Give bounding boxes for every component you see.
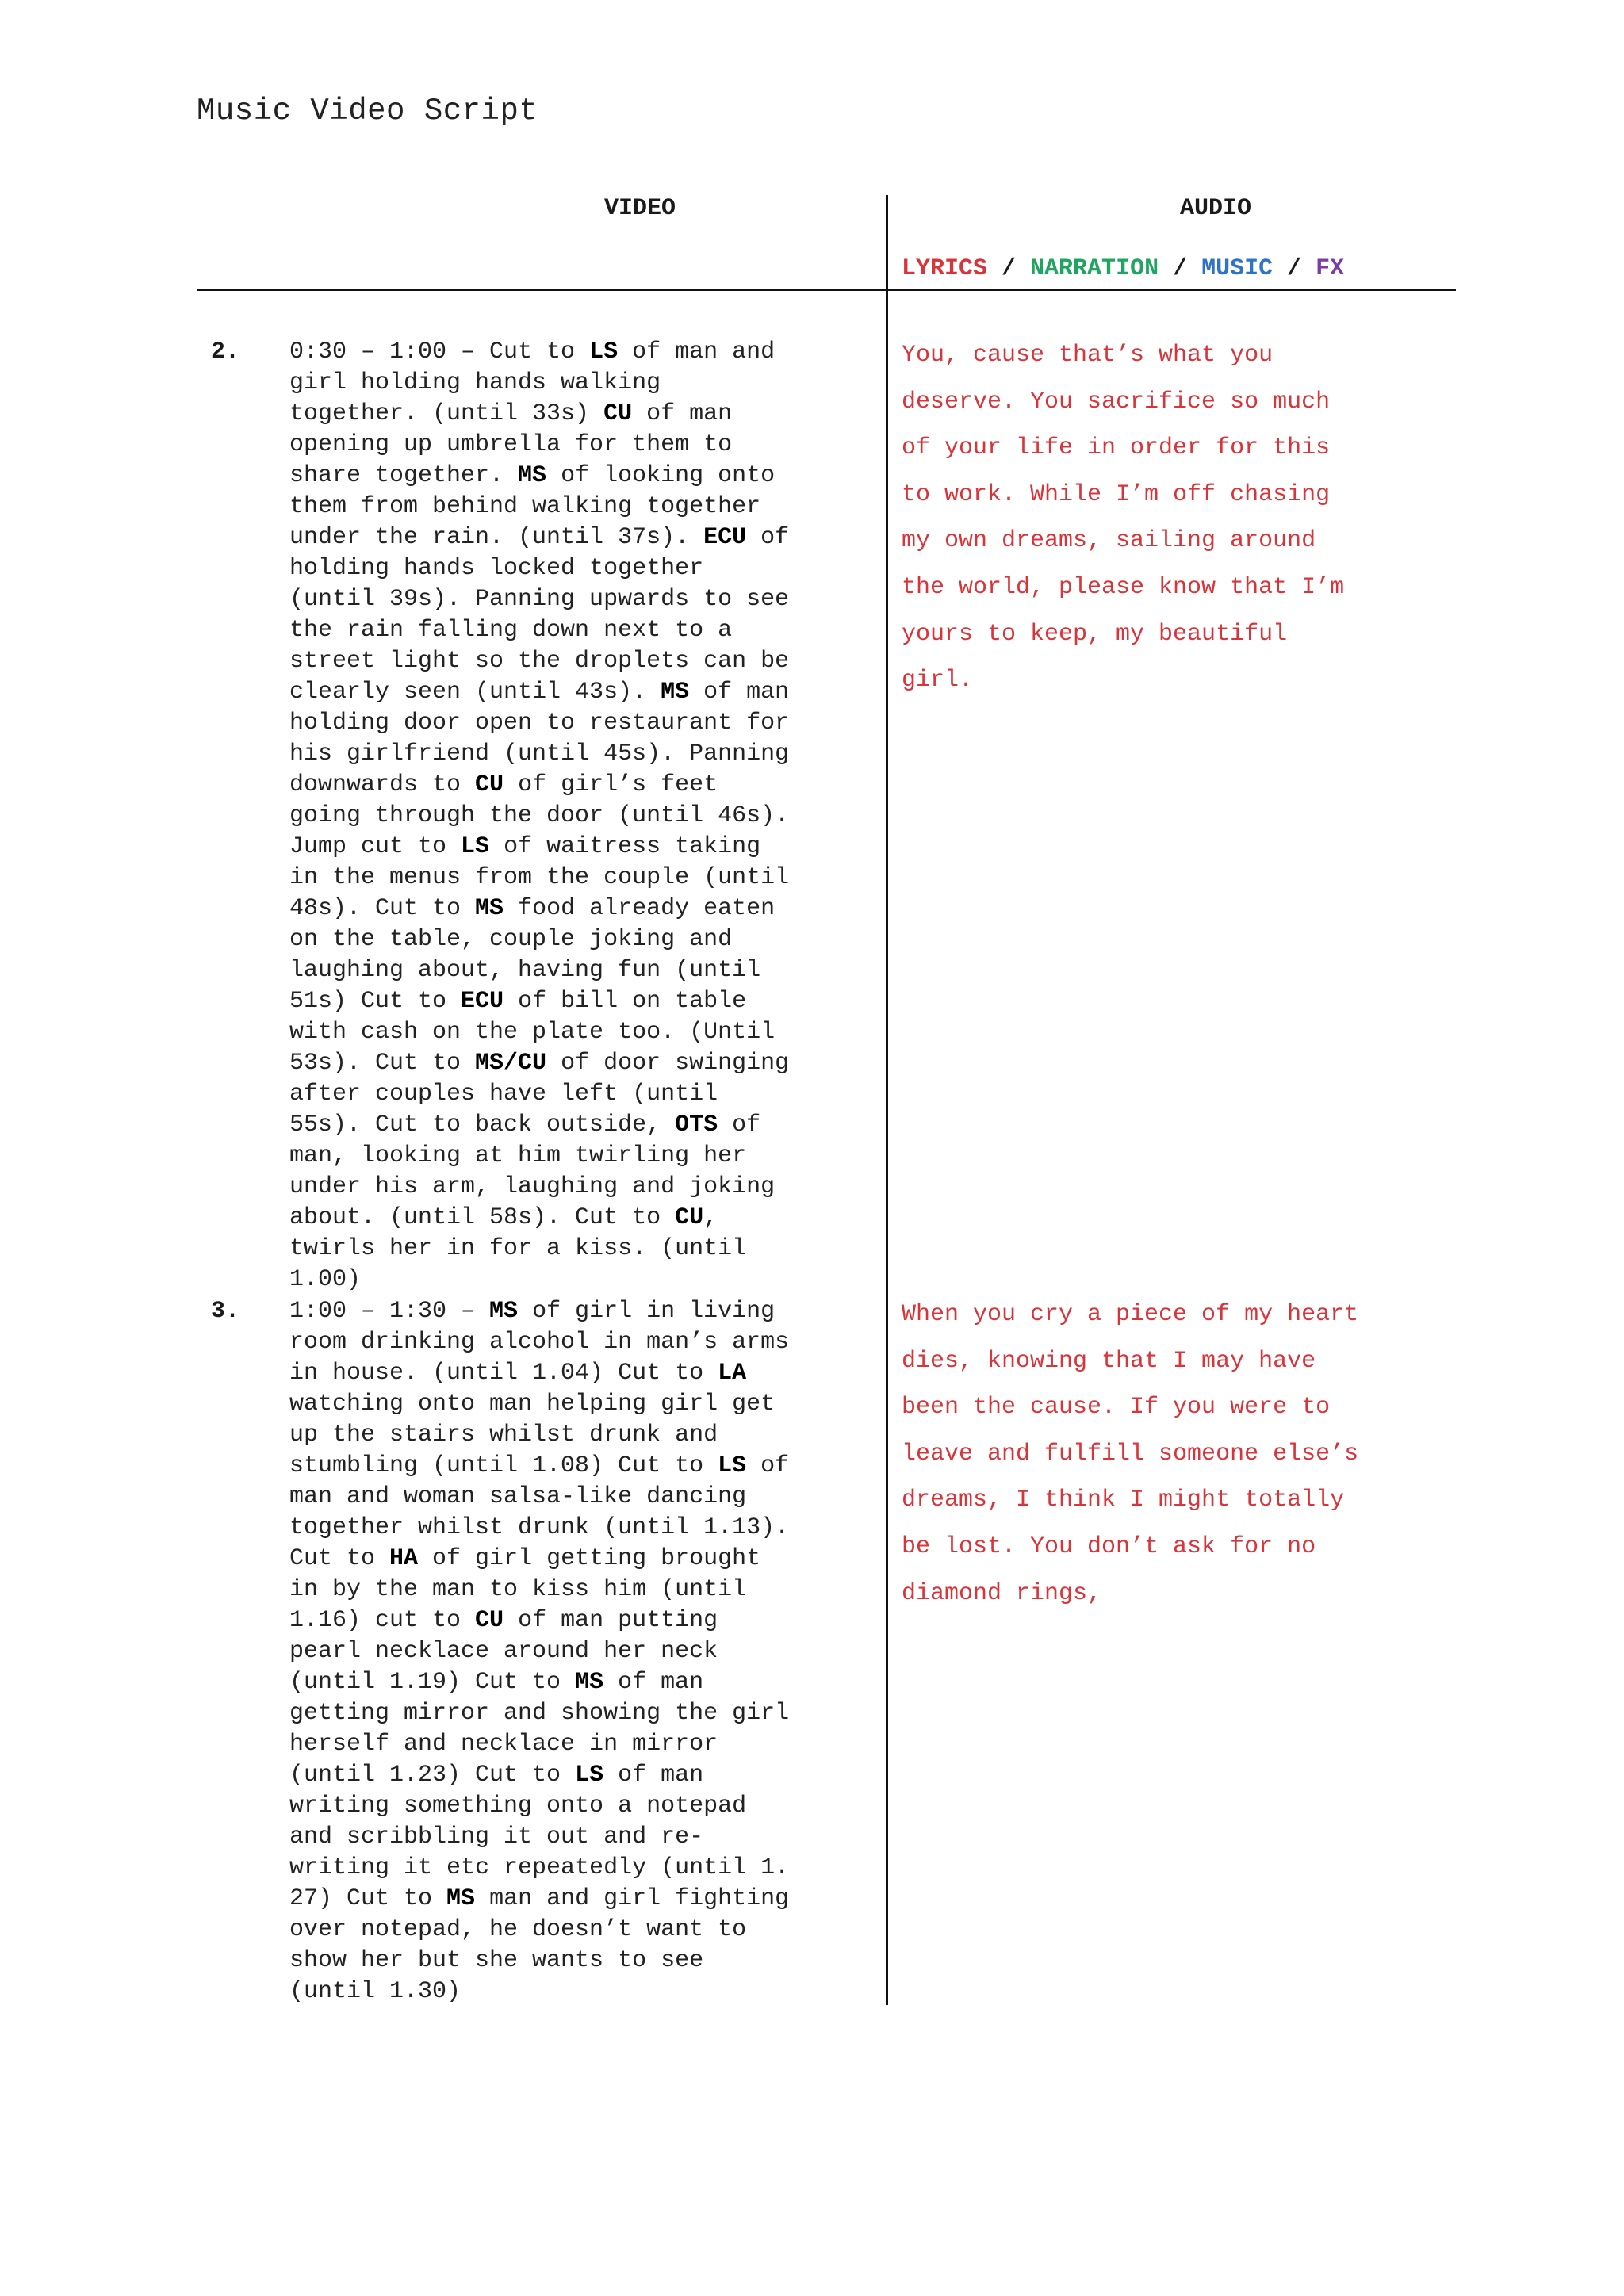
video-text-segment: (until 1.30) [289, 1978, 462, 2005]
video-line [289, 1482, 872, 1513]
video-line [289, 801, 872, 832]
video-line [289, 1141, 872, 1172]
video-line [289, 1760, 872, 1791]
video-line [289, 1853, 872, 1884]
video-line [289, 461, 872, 492]
video-text-segment: 51s) Cut to [289, 988, 462, 1015]
video-text-segment: up the stairs whilst drunk and [289, 1422, 718, 1448]
shot-code: CU [475, 771, 504, 798]
lyric-line: the world, please know that I’m [902, 573, 1345, 601]
legend-fx: FX [1316, 255, 1345, 282]
shot-code: LS [575, 1762, 604, 1789]
video-text-segment: of [746, 1452, 790, 1479]
video-text-segment: in by the man to kiss him (until [289, 1576, 747, 1603]
video-text-segment: of girl in living [518, 1298, 776, 1325]
video-text-segment: after couples have left (until [289, 1081, 718, 1108]
video-line [289, 1203, 872, 1234]
video-line [289, 1605, 872, 1636]
lyric-line: yours to keep, my beautiful [902, 620, 1288, 648]
video-text-segment: of waitress taking [489, 833, 761, 860]
video-line [289, 894, 872, 924]
video-text-segment: of looking onto [546, 462, 776, 489]
video-text-segment: show her but she wants to see [289, 1947, 704, 1974]
video-text-segment: writing it etc repeatedly (until 1. [289, 1854, 790, 1881]
lyric-line: You, cause that’s what you [902, 342, 1274, 369]
video-line [289, 1729, 872, 1760]
video-text-segment: of bill on table [504, 988, 747, 1015]
video-text-segment: (until 1.19) Cut to [289, 1669, 576, 1696]
video-text-segment: food already eaten [504, 895, 776, 922]
shot-code: MS [489, 1298, 519, 1325]
shot-code: MS [475, 895, 504, 922]
video-text-segment: herself and necklace in mirror [289, 1731, 718, 1758]
video-line [289, 955, 872, 986]
video-text-segment: on the table, couple joking and [289, 926, 733, 953]
video-line [289, 1698, 872, 1729]
video-text-segment: holding door open to restaurant for [289, 710, 790, 737]
video-line [289, 1976, 872, 2007]
video-text-segment: Jump cut to [289, 833, 462, 860]
video-text-segment: of door swinging [546, 1050, 790, 1077]
shot-code: LS [718, 1452, 747, 1479]
shot-code: CU [475, 1607, 504, 1634]
lyric-line: be lost. You don’t ask for no [902, 1533, 1316, 1560]
scene-audio-lyrics [902, 332, 1457, 704]
shot-code: MS [518, 462, 547, 489]
video-line [289, 1265, 872, 1295]
video-text-segment: stumbling (until 1.08) Cut to [289, 1452, 718, 1479]
lyric-line: diamond rings, [902, 1579, 1102, 1607]
video-line [289, 1544, 872, 1575]
legend-lyrics: LYRICS [902, 255, 988, 282]
video-text-segment: and scribbling it out and re- [289, 1823, 704, 1850]
video-text-segment: of [746, 524, 790, 551]
video-text-segment: (until 1.23) Cut to [289, 1762, 576, 1789]
video-text-segment: street light so the droplets can be [289, 648, 790, 675]
video-text-segment: room drinking alcohol in man’s arms [289, 1329, 790, 1356]
video-text-segment: 53s). Cut to [289, 1050, 476, 1077]
shot-code: OTS [675, 1112, 718, 1138]
video-column-header: VIDEO [603, 195, 676, 222]
video-text-segment: getting mirror and showing the girl [289, 1700, 790, 1727]
video-text-segment: of girl’s feet [504, 771, 718, 798]
legend-separator: / [1273, 255, 1316, 282]
video-line [289, 1884, 872, 1915]
shot-code: ECU [703, 524, 747, 551]
video-line [289, 1946, 872, 1976]
video-line [289, 1575, 872, 1605]
video-line [289, 1513, 872, 1544]
shot-code: CU [675, 1204, 704, 1231]
video-text-segment: opening up umbrella for them to [289, 431, 733, 458]
video-line [289, 1636, 872, 1667]
video-text-segment: , [703, 1204, 718, 1231]
video-text-segment: them from behind walking together [289, 493, 761, 520]
lyric-line: When you cry a piece of my heart [902, 1301, 1359, 1328]
video-line [289, 646, 872, 677]
video-text-segment: pearl necklace around her neck [289, 1638, 718, 1665]
video-text-segment: man, looking at him twirling her [289, 1142, 747, 1169]
video-text-segment: with cash on the plate too. (Until [289, 1019, 776, 1046]
video-line [289, 1110, 872, 1141]
video-text-segment: over notepad, he doesn’t want to [289, 1916, 747, 1943]
video-text-segment: of man [603, 1669, 704, 1696]
shot-code: LS [461, 833, 490, 860]
shot-code: MS/CU [475, 1050, 547, 1077]
video-text-segment: man and girl fighting [475, 1885, 790, 1912]
video-text-segment: in house. (until 1.04) Cut to [289, 1360, 718, 1387]
audio-legend [902, 255, 1344, 282]
video-line [289, 924, 872, 955]
video-text-segment: together. (until 33s) [289, 400, 604, 427]
video-line [289, 770, 872, 801]
video-text-segment: of girl getting brought [418, 1545, 761, 1572]
legend-separator: / [1159, 255, 1202, 282]
shot-code: LA [718, 1360, 747, 1387]
video-text-segment: share together. [289, 462, 519, 489]
video-line [289, 553, 872, 584]
video-text-segment: twirls her in for a kiss. (until [289, 1235, 747, 1262]
video-text-segment: Cut to [289, 1545, 390, 1572]
shot-code: MS [446, 1885, 476, 1912]
video-line [289, 430, 872, 461]
shot-code: LS [589, 339, 619, 365]
video-line [289, 1358, 872, 1389]
video-text-segment: the rain falling down next to a [289, 617, 733, 644]
video-line [289, 492, 872, 522]
video-line [289, 615, 872, 646]
video-text-segment: girl holding hands walking [289, 369, 661, 396]
video-text-segment: together whilst drunk (until 1.13). [289, 1514, 790, 1541]
video-line [289, 708, 872, 739]
video-line [289, 832, 872, 863]
video-line [289, 1172, 872, 1203]
document-title: Music Video Script [197, 94, 538, 128]
video-text-segment: about. (until 58s). Cut to [289, 1204, 676, 1231]
legend-separator: / [987, 255, 1031, 282]
video-line [289, 1822, 872, 1853]
shot-code: MS [575, 1669, 604, 1696]
shot-code: MS [661, 679, 690, 706]
video-line [289, 986, 872, 1017]
lyric-line: of your life in order for this [902, 434, 1331, 462]
video-line [289, 863, 872, 894]
video-text-segment: (until 39s). Panning upwards to see [289, 586, 790, 613]
video-text-segment: 1:00 – 1:30 – [289, 1298, 490, 1325]
video-text-segment: man and woman salsa-like dancing [289, 1483, 747, 1510]
lyric-line: my own dreams, sailing around [902, 527, 1316, 555]
video-text-segment: laughing about, having fun (until [289, 957, 761, 984]
video-text-segment: under the rain. (until 37s). [289, 524, 704, 551]
header-divider [197, 289, 1456, 291]
video-text-segment: of [718, 1112, 761, 1138]
video-text-segment: downwards to [289, 771, 476, 798]
lyric-line: girl. [902, 667, 974, 695]
video-text-segment: writing something onto a notepad [289, 1793, 747, 1820]
video-text-segment: going through the door (until 46s). [289, 802, 790, 829]
scene-video-description [289, 337, 872, 1295]
lyric-line: to work. While I’m off chasing [902, 480, 1331, 508]
shot-code: HA [389, 1545, 419, 1572]
video-text-segment: 27) Cut to [289, 1885, 447, 1912]
video-line [289, 739, 872, 770]
video-line [289, 1667, 872, 1698]
video-line [289, 1017, 872, 1048]
video-line [289, 1791, 872, 1822]
scene-number: 3. [211, 1298, 240, 1325]
video-line [289, 1915, 872, 1946]
audio-column-header: AUDIO [1179, 195, 1251, 222]
video-line [289, 1327, 872, 1358]
lyric-line: leave and fulfill someone else’s [902, 1440, 1359, 1468]
shot-code: CU [603, 400, 633, 427]
video-text-segment: holding hands locked together [289, 555, 704, 582]
video-text-segment: clearly seen (until 43s). [289, 679, 661, 706]
video-text-segment: of man [689, 679, 790, 706]
scene-video-description [289, 1296, 872, 2007]
video-text-segment: 48s). Cut to [289, 895, 476, 922]
video-text-segment: of man [603, 1762, 704, 1789]
video-line [289, 1079, 872, 1110]
video-line [289, 1048, 872, 1079]
video-text-segment: 1.00) [289, 1266, 362, 1293]
legend-music: MUSIC [1201, 255, 1274, 282]
video-text-segment: 1.16) cut to [289, 1607, 476, 1634]
video-line [289, 677, 872, 708]
video-line [289, 399, 872, 430]
scene-audio-lyrics [902, 1292, 1457, 1617]
video-text-segment: of man and [618, 339, 776, 365]
video-line [289, 522, 872, 553]
video-line [289, 584, 872, 615]
video-text-segment: under his arm, laughing and joking [289, 1173, 776, 1200]
shot-code: ECU [461, 988, 504, 1015]
video-text-segment: his girlfriend (until 45s). Panning [289, 740, 790, 767]
lyric-line: been the cause. If you were to [902, 1394, 1331, 1422]
video-text-segment: 0:30 – 1:00 – Cut to [289, 339, 590, 365]
video-text-segment: in the menus from the couple (until [289, 864, 790, 891]
video-line [289, 1420, 872, 1451]
lyric-line: dreams, I think I might totally [902, 1487, 1345, 1514]
video-text-segment: of man putting [504, 1607, 718, 1634]
video-line [289, 1234, 872, 1265]
video-line [289, 337, 872, 368]
video-line [289, 368, 872, 399]
video-text-segment: 55s). Cut to back outside, [289, 1112, 676, 1138]
scene-number: 2. [211, 339, 240, 365]
video-text-segment: watching onto man helping girl get [289, 1391, 776, 1418]
lyric-line: dies, knowing that I may have [902, 1347, 1316, 1375]
video-line [289, 1451, 872, 1482]
column-divider [886, 195, 888, 2005]
video-line [289, 1389, 872, 1420]
video-text-segment: of man [632, 400, 733, 427]
video-line [289, 1296, 872, 1327]
legend-narration: NARRATION [1030, 255, 1159, 282]
lyric-line: deserve. You sacrifice so much [902, 388, 1331, 415]
